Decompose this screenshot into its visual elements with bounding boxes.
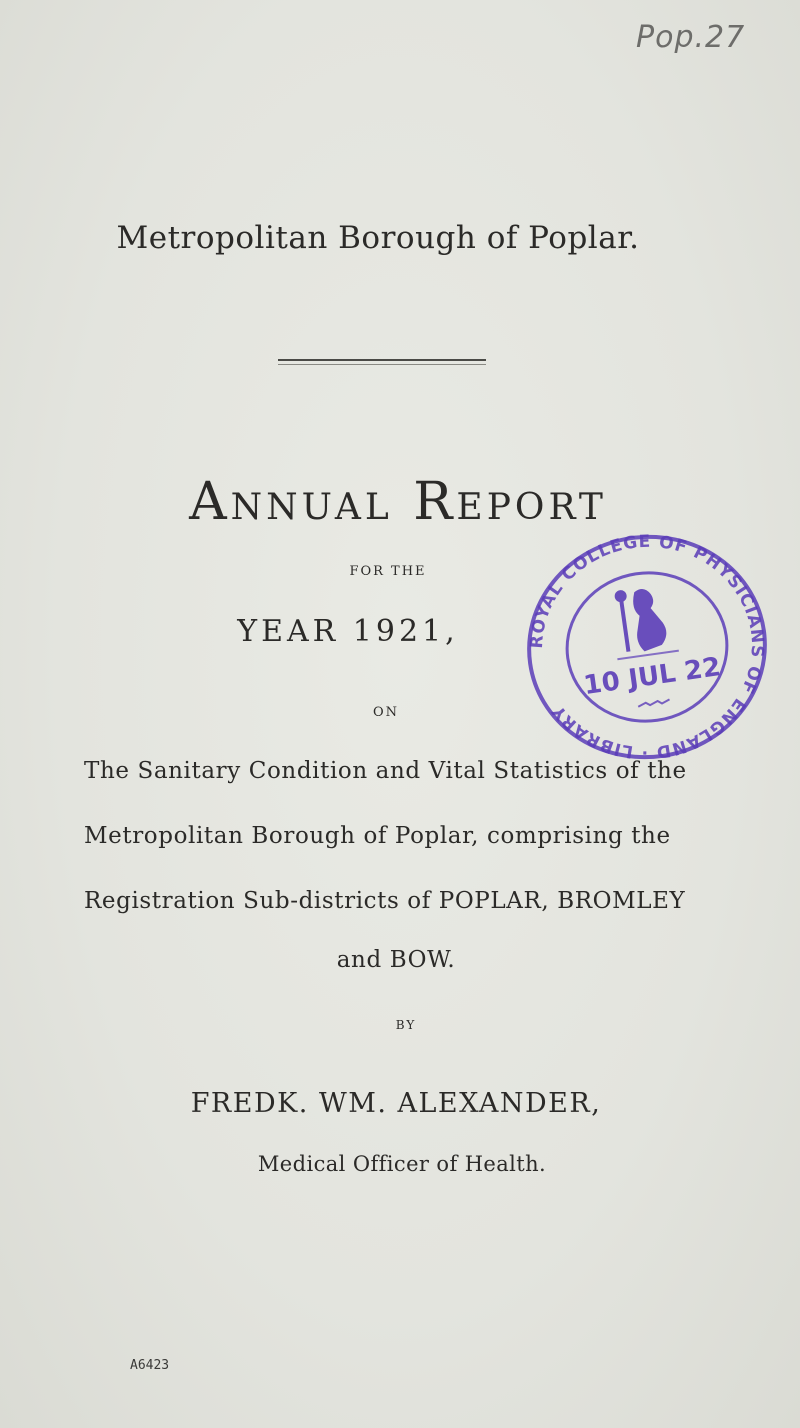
description-line-4: and BOW. <box>336 947 456 973</box>
description-line-1: The Sanitary Condition and Vital Statistics of the <box>84 758 687 784</box>
for-the-label: FOR THE <box>349 564 427 579</box>
stamp-date: 10 JUL 22 <box>581 652 723 702</box>
description-line-2: Metropolitan Borough of Poplar, comprising the <box>84 823 671 849</box>
stamp-ring-text: ROYAL COLLEGE OF PHYSICIANS OF ENGLAND · LIBRARY <box>526 531 768 763</box>
on-label: ON <box>372 705 400 720</box>
by-label: BY <box>395 1018 417 1032</box>
stamp-crest-icon <box>614 585 669 655</box>
author-office: Medical Officer of Health. <box>257 1152 547 1176</box>
borough-title: Metropolitan Borough of Poplar. <box>116 220 640 256</box>
shelfmark-handwritten: Pop.27 <box>636 20 746 55</box>
title-divider <box>278 359 486 361</box>
library-stamp-icon <box>522 527 772 767</box>
author-name: FREDK. WM. ALEXANDER, <box>190 1088 602 1119</box>
description-line-3: Registration Sub-districts of POPLAR, BROMLEY <box>84 888 686 914</box>
title-divider-secondary <box>278 364 486 365</box>
printer-code: A6423 <box>130 1358 170 1373</box>
report-year: YEAR 1921, <box>237 614 459 649</box>
report-title: Annual Report <box>189 472 607 532</box>
